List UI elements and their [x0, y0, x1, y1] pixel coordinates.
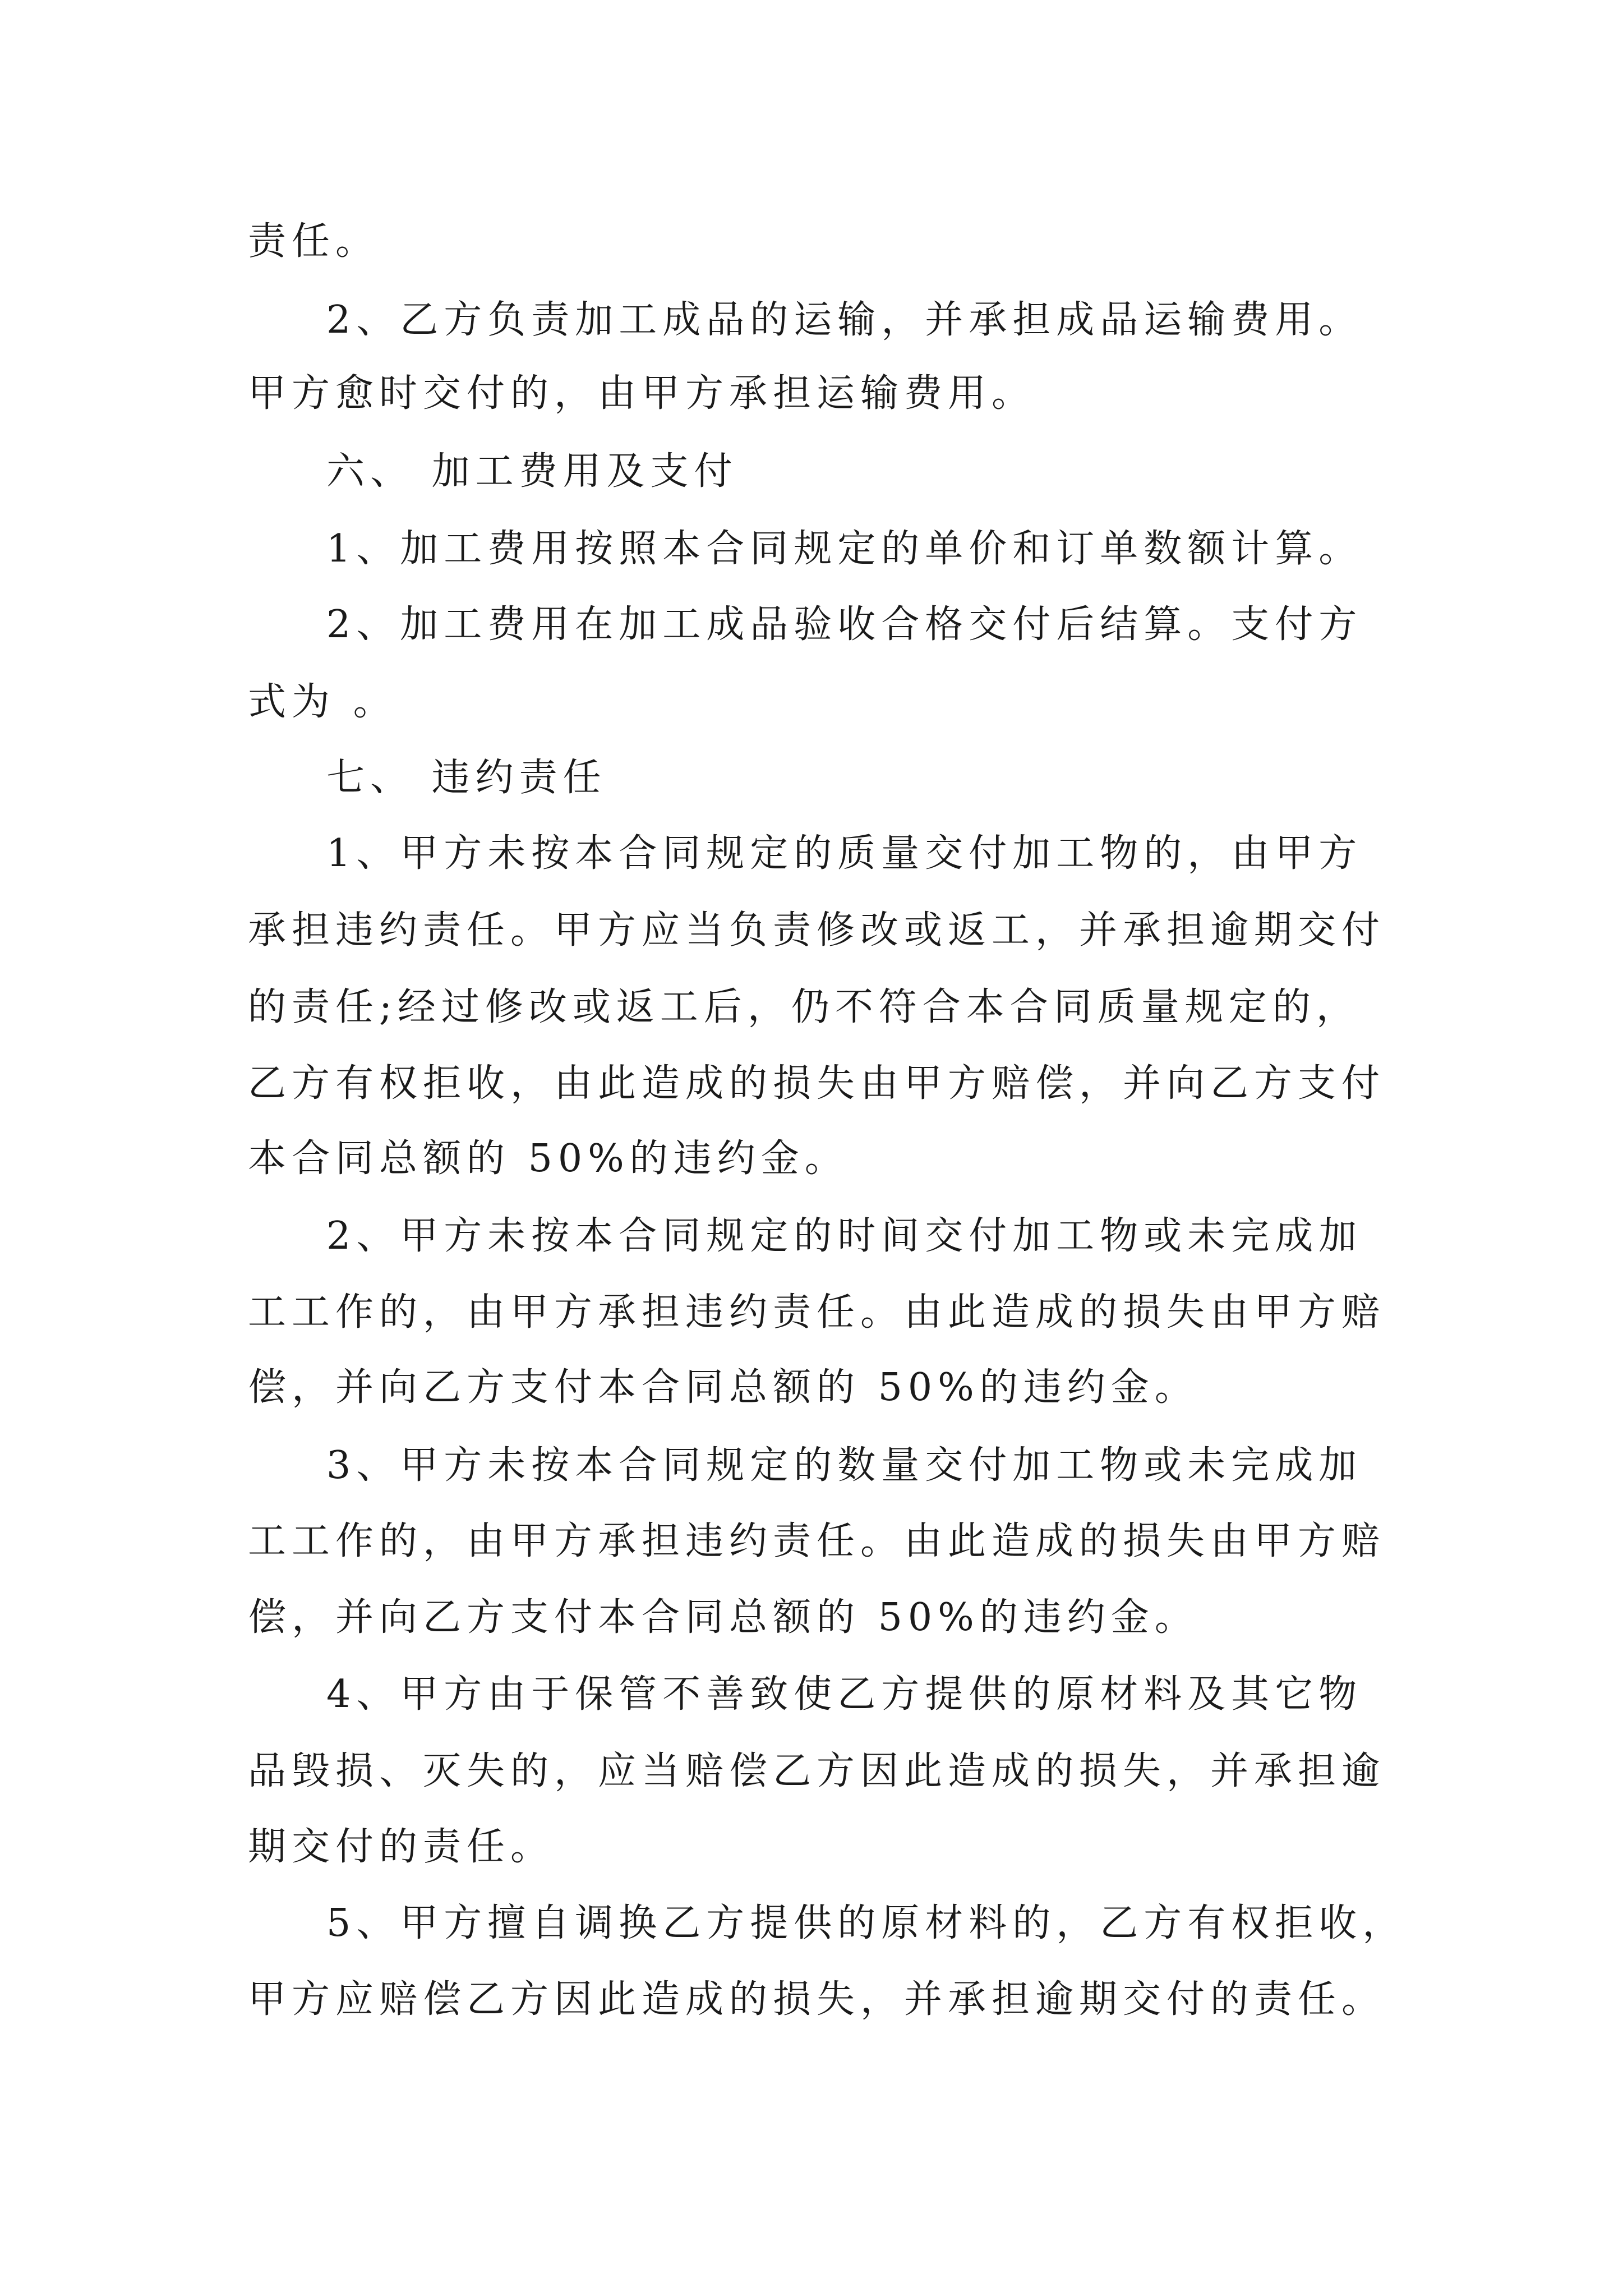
text-line: 的责任;经过修改或返工后，仍不符合本合同质量规定的， [248, 985, 1360, 1029]
text-line: 1、甲方未按本合同规定的质量交付加工物的，由甲方 [326, 831, 1363, 876]
text-line: 偿，并向乙方支付本合同总额的 50%的违约金。 [248, 1595, 1198, 1640]
text-line: 承担违约责任。甲方应当负责修改或返工，并承担逾期交付 [248, 908, 1386, 953]
text-line: 甲方愈时交付的，由甲方承担运输费用。 [248, 371, 1036, 416]
text-line: 4、甲方由于保管不善致使乙方提供的原材料及其它物 [326, 1672, 1363, 1717]
text-line: 工工作的，由甲方承担违约责任。由此造成的损失由甲方赔 [248, 1290, 1386, 1335]
text-line: 5、甲方擅自调换乙方提供的原材料的，乙方有权拒收， [326, 1901, 1407, 1945]
text-line: 品毁损、灭失的，应当赔偿乙方因此造成的损失，并承担逾 [248, 1749, 1386, 1793]
text-line: 式为 。 [248, 680, 397, 724]
text-line: 3、甲方未按本合同规定的数量交付加工物或未完成加 [326, 1443, 1363, 1488]
text-line: 1、加工费用按照本合同规定的单价和订单数额计算。 [326, 527, 1363, 571]
text-line: 偿，并向乙方支付本合同总额的 50%的违约金。 [248, 1365, 1198, 1410]
section-heading: 七、 违约责任 [326, 756, 607, 800]
text-line: 乙方有权拒收，由此造成的损失由甲方赔偿，并向乙方支付 [248, 1061, 1386, 1106]
text-line: 甲方应赔偿乙方因此造成的损失，并承担逾期交付的责任。 [248, 1977, 1386, 2022]
text-line: 工工作的，由甲方承担违约责任。由此造成的损失由甲方赔 [248, 1519, 1386, 1563]
section-heading: 六、 加工费用及支付 [326, 449, 738, 494]
text-line: 期交付的责任。 [248, 1825, 555, 1869]
text-line: 2、加工费用在加工成品验收合格交付后结算。支付方 [326, 602, 1363, 647]
text-line: 本合同总额的 50%的违约金。 [248, 1137, 849, 1181]
text-line: 2、甲方未按本合同规定的时间交付加工物或未完成加 [326, 1214, 1363, 1258]
text-line: 责任。 [248, 219, 380, 264]
text-line: 2、乙方负责加工成品的运输，并承担成品运输费用。 [326, 298, 1363, 342]
